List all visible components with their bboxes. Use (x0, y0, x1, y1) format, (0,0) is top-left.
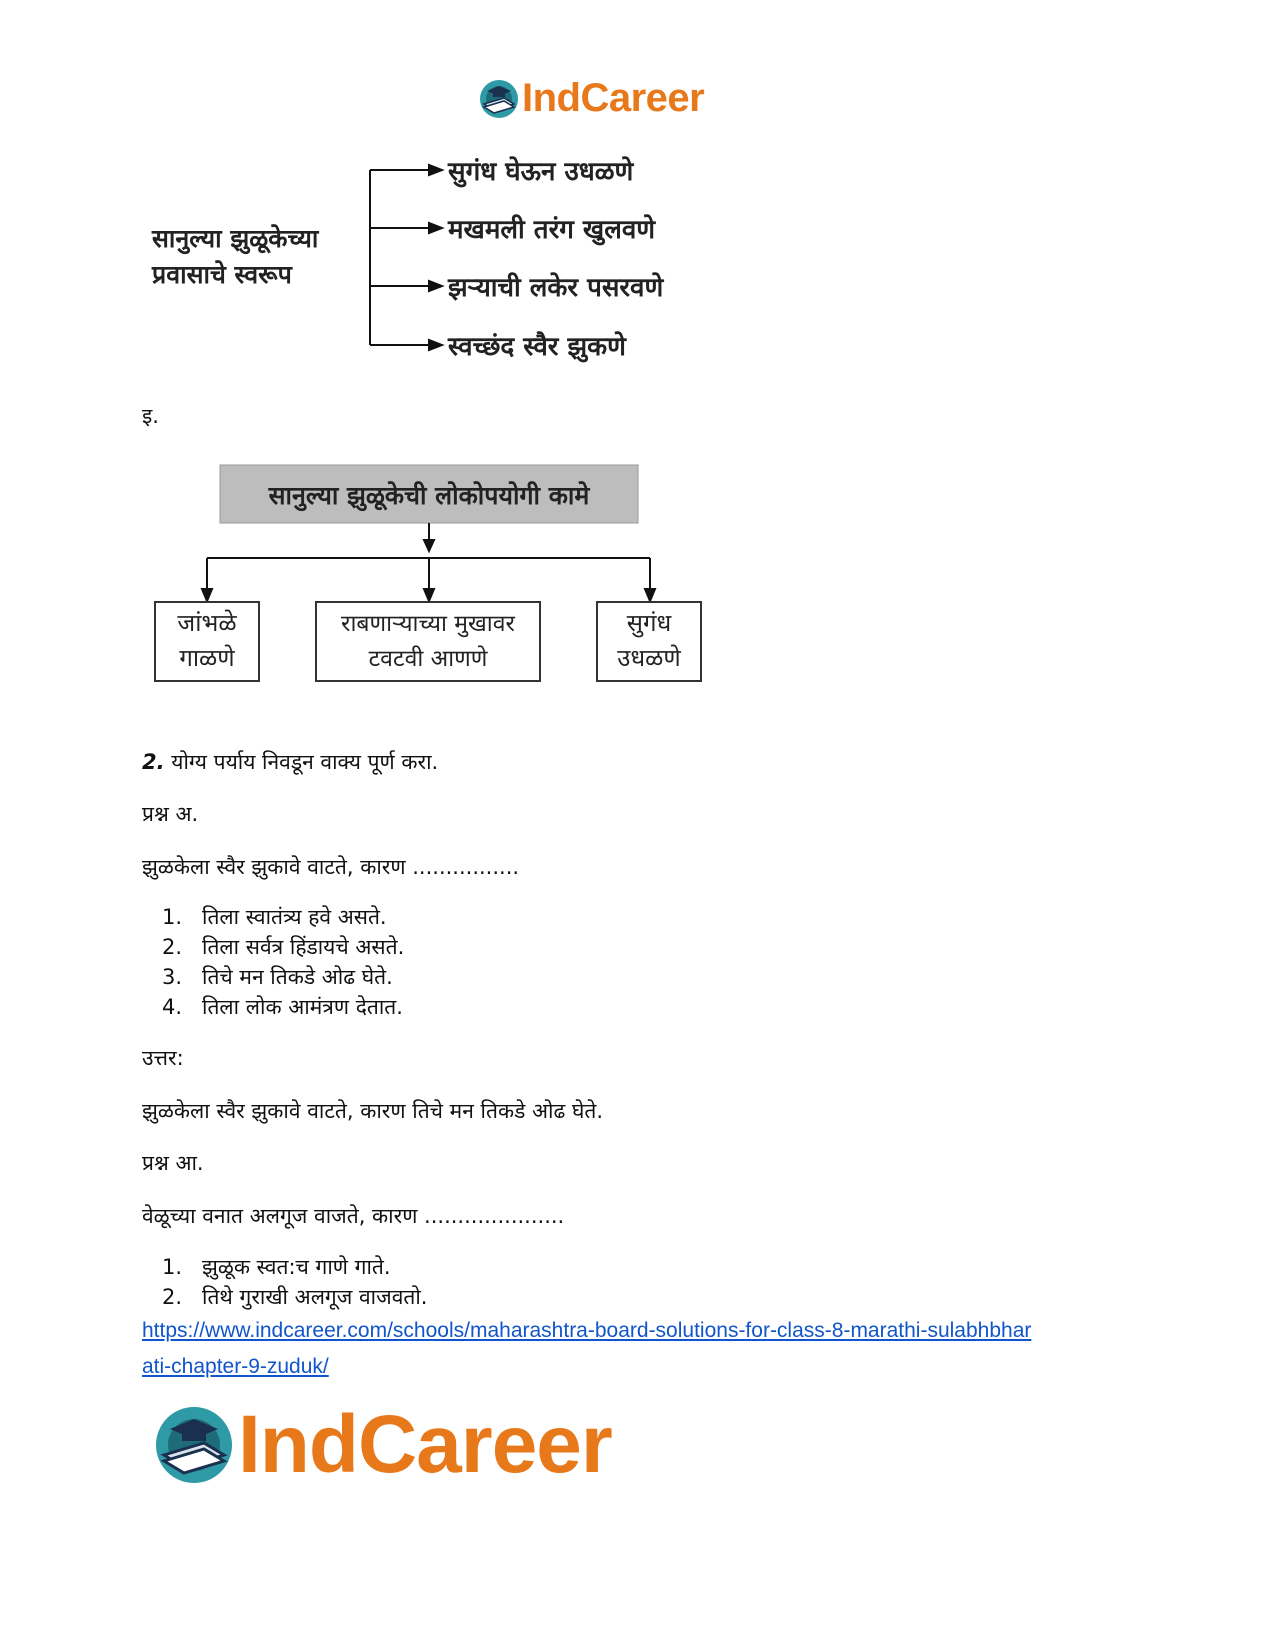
diagram2-box-2-line1: राबणाऱ्याच्या मुखावर (341, 611, 515, 637)
question-a-option-3: तिचे मन तिकडे ओढ घेते. (202, 965, 393, 989)
footer-link-line1: https://www.indcareer.com/schools/maharashtra-board-solutions-for-class-8-marathi-sulabhbhar (142, 1319, 1032, 1342)
question-b-option-2: तिथे गुराखी अलगूज वाजवतो. (202, 1285, 428, 1309)
list-item: 2. तिला सर्वत्र हिंडायचे असते. (142, 932, 404, 962)
diagram1-arrows (370, 165, 442, 350)
diagram1-branch-4: स्वच्छंद स्वैर झुकणे (448, 332, 626, 362)
diagram2-box-3-line1: सुगंध (626, 609, 672, 637)
answer-text: झुळकेला स्वैर झुकावे वाटते, कारण तिचे मन तिकडे ओढ घेते. (142, 1099, 604, 1123)
question-b-text: वेळूच्या वनात अलगूज वाजते, कारण ..................... (142, 1204, 565, 1228)
list-item: 1. तिला स्वातंत्र्य हवे असते. (142, 902, 404, 932)
diagram1-branch-2: मखमली तरंग खुलवणे (448, 215, 656, 245)
diagram1-source-line2: प्रवासाचे स्वरूप (152, 260, 292, 289)
diagram2-box-3-line2: उधळणे (617, 644, 681, 672)
section-label-e: इ. (142, 404, 159, 428)
book-graduation-cap-icon (478, 78, 520, 120)
question-2-number: 2. (142, 750, 165, 774)
question-b-label: प्रश्न आ. (142, 1151, 204, 1175)
travel-nature-diagram (140, 145, 700, 370)
list-item: 2. तिथे गुराखी अलगूज वाजवतो. (142, 1282, 427, 1312)
list-item: 3. तिचे मन तिकडे ओढ घेते. (142, 962, 404, 992)
footer-link-line2: ati-chapter-9-zuduk/ (142, 1355, 329, 1378)
list-item: 1. झुळूक स्वत:च गाणे गाते. (142, 1252, 427, 1282)
diagram1-source-line1: सानुल्या झुळूकेच्या (152, 224, 319, 253)
footer-logo-text: IndCareer (238, 1399, 612, 1490)
question-a-text: झुळकेला स्वैर झुकावे वाटते, कारण ................ (142, 855, 520, 879)
diagram2-connectors (202, 523, 655, 601)
footer-logo (152, 1398, 612, 1492)
header-logo (478, 76, 704, 121)
book-graduation-cap-icon (152, 1403, 236, 1487)
question-2-heading (142, 748, 438, 776)
question-a-option-4: तिला लोक आमंत्रण देतात. (202, 995, 403, 1019)
header-logo-text: IndCareer (522, 76, 705, 120)
question-a-label: प्रश्न अ. (142, 802, 199, 826)
question-2-text: योग्य पर्याय निवडून वाक्य पूर्ण करा. (171, 750, 439, 774)
diagram2-box-1-line2: गाळणे (179, 644, 235, 672)
diagram1-branch-1: सुगंध घेऊन उधळणे (448, 157, 634, 187)
diagram1-branch-3: झऱ्याची लकेर पसरवणे (448, 273, 664, 303)
diagram2-title: सानुल्या झुळूकेची लोकोपयोगी कामे (268, 481, 590, 510)
question-b-option-1: झुळूक स्वत:च गाणे गाते. (202, 1255, 391, 1279)
footer-source-link[interactable] (142, 1313, 1031, 1385)
public-works-diagram (140, 455, 720, 695)
question-b-options (142, 1252, 427, 1312)
question-a-option-1: तिला स्वातंत्र्य हवे असते. (202, 905, 387, 929)
diagram2-box-1-line1: जांभळे (177, 609, 237, 637)
question-a-options (142, 902, 404, 1022)
diagram2-box-2-line2: टवटवी आणणे (368, 646, 488, 672)
answer-label: उत्तर: (142, 1046, 184, 1070)
question-a-option-2: तिला सर्वत्र हिंडायचे असते. (202, 935, 405, 959)
list-item: 4. तिला लोक आमंत्रण देतात. (142, 992, 404, 1022)
